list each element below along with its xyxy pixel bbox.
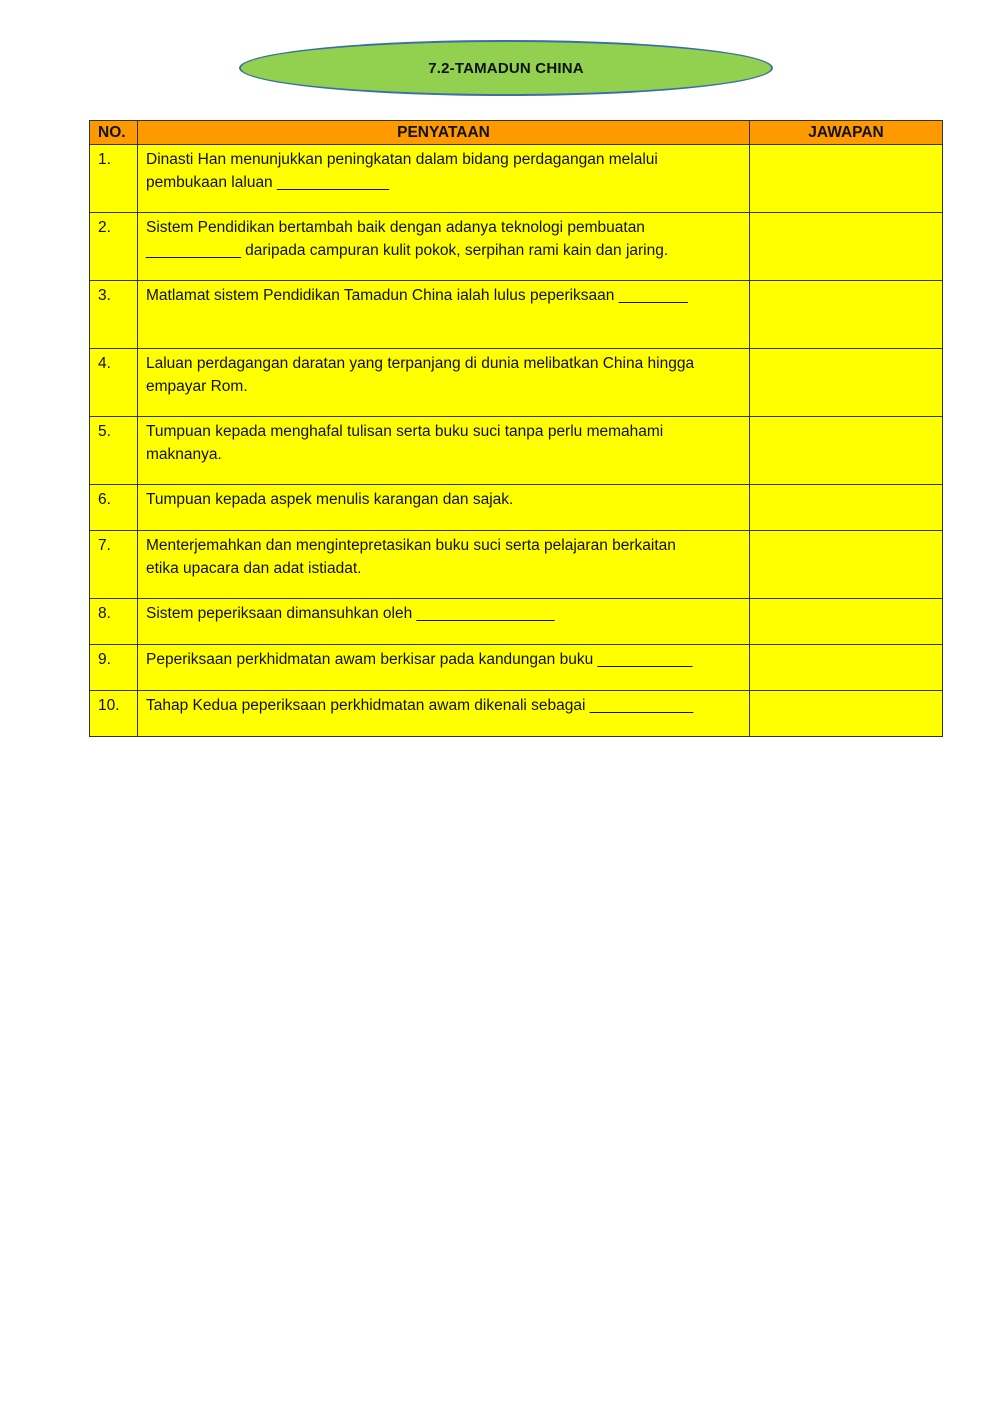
answer-cell[interactable] (750, 213, 943, 281)
row-number: 4. (90, 349, 138, 417)
row-number: 6. (90, 485, 138, 531)
table-row (90, 349, 943, 417)
statement-line: Tumpuan kepada menghafal tulisan serta buku suci tanpa perlu memahami (146, 423, 664, 440)
table-header-row (90, 121, 943, 145)
row-statement (138, 145, 750, 213)
statement-line: etika upacara dan adat istiadat. (146, 560, 362, 577)
row-statement (138, 485, 750, 531)
header-statement: PENYATAAN (138, 121, 750, 145)
statement-line: pembukaan laluan _____________ (146, 174, 390, 191)
row-number: 3. (90, 281, 138, 349)
row-statement (138, 281, 750, 349)
table-row (90, 485, 943, 531)
row-number: 1. (90, 145, 138, 213)
row-number: 8. (90, 599, 138, 645)
row-number: 2. (90, 213, 138, 281)
table-row (90, 417, 943, 485)
row-number: 10. (90, 691, 138, 737)
row-statement (138, 531, 750, 599)
answer-cell[interactable] (750, 599, 943, 645)
statement-line: empayar Rom. (146, 378, 248, 395)
statement-line: Peperiksaan perkhidmatan awam berkisar pada kandungan buku ___________ (146, 651, 693, 668)
answer-cell[interactable] (750, 349, 943, 417)
table-row (90, 145, 943, 213)
table-row (90, 599, 943, 645)
row-statement (138, 645, 750, 691)
statement-line: Sistem peperiksaan dimansuhkan oleh ________________ (146, 605, 555, 622)
answer-cell[interactable] (750, 645, 943, 691)
row-number: 5. (90, 417, 138, 485)
worksheet-table (89, 120, 943, 737)
table-row (90, 213, 943, 281)
statement-line: Tumpuan kepada aspek menulis karangan dan sajak. (146, 491, 514, 508)
statement-line: maknanya. (146, 446, 222, 463)
row-number: 7. (90, 531, 138, 599)
answer-cell[interactable] (750, 691, 943, 737)
table-row (90, 645, 943, 691)
title-banner (239, 40, 773, 96)
row-number: 9. (90, 645, 138, 691)
statement-line: ___________ daripada campuran kulit pokok, serpihan rami kain dan jaring. (146, 242, 669, 259)
statement-line: Laluan perdagangan daratan yang terpanjang di dunia melibatkan China hingga (146, 355, 695, 372)
statement-line: Matlamat sistem Pendidikan Tamadun China ialah lulus peperiksaan ________ (146, 287, 688, 304)
page-title: 7.2-TAMADUN CHINA (428, 59, 584, 77)
answer-cell[interactable] (750, 145, 943, 213)
table-row (90, 691, 943, 737)
answer-cell[interactable] (750, 417, 943, 485)
answer-cell[interactable] (750, 281, 943, 349)
answer-cell[interactable] (750, 485, 943, 531)
row-statement (138, 349, 750, 417)
statement-line: Tahap Kedua peperiksaan perkhidmatan awam dikenali sebagai ____________ (146, 697, 694, 714)
table-row (90, 281, 943, 349)
header-no: NO. (90, 121, 138, 145)
statement-line: Menterjemahkan dan mengintepretasikan buku suci serta pelajaran berkaitan (146, 537, 676, 554)
table-row (90, 531, 943, 599)
row-statement (138, 417, 750, 485)
header-answer: JAWAPAN (750, 121, 943, 145)
row-statement (138, 213, 750, 281)
statement-line: Sistem Pendidikan bertambah baik dengan adanya teknologi pembuatan (146, 219, 645, 236)
answer-cell[interactable] (750, 531, 943, 599)
row-statement (138, 599, 750, 645)
statement-line: Dinasti Han menunjukkan peningkatan dalam bidang perdagangan melalui (146, 151, 658, 168)
row-statement (138, 691, 750, 737)
